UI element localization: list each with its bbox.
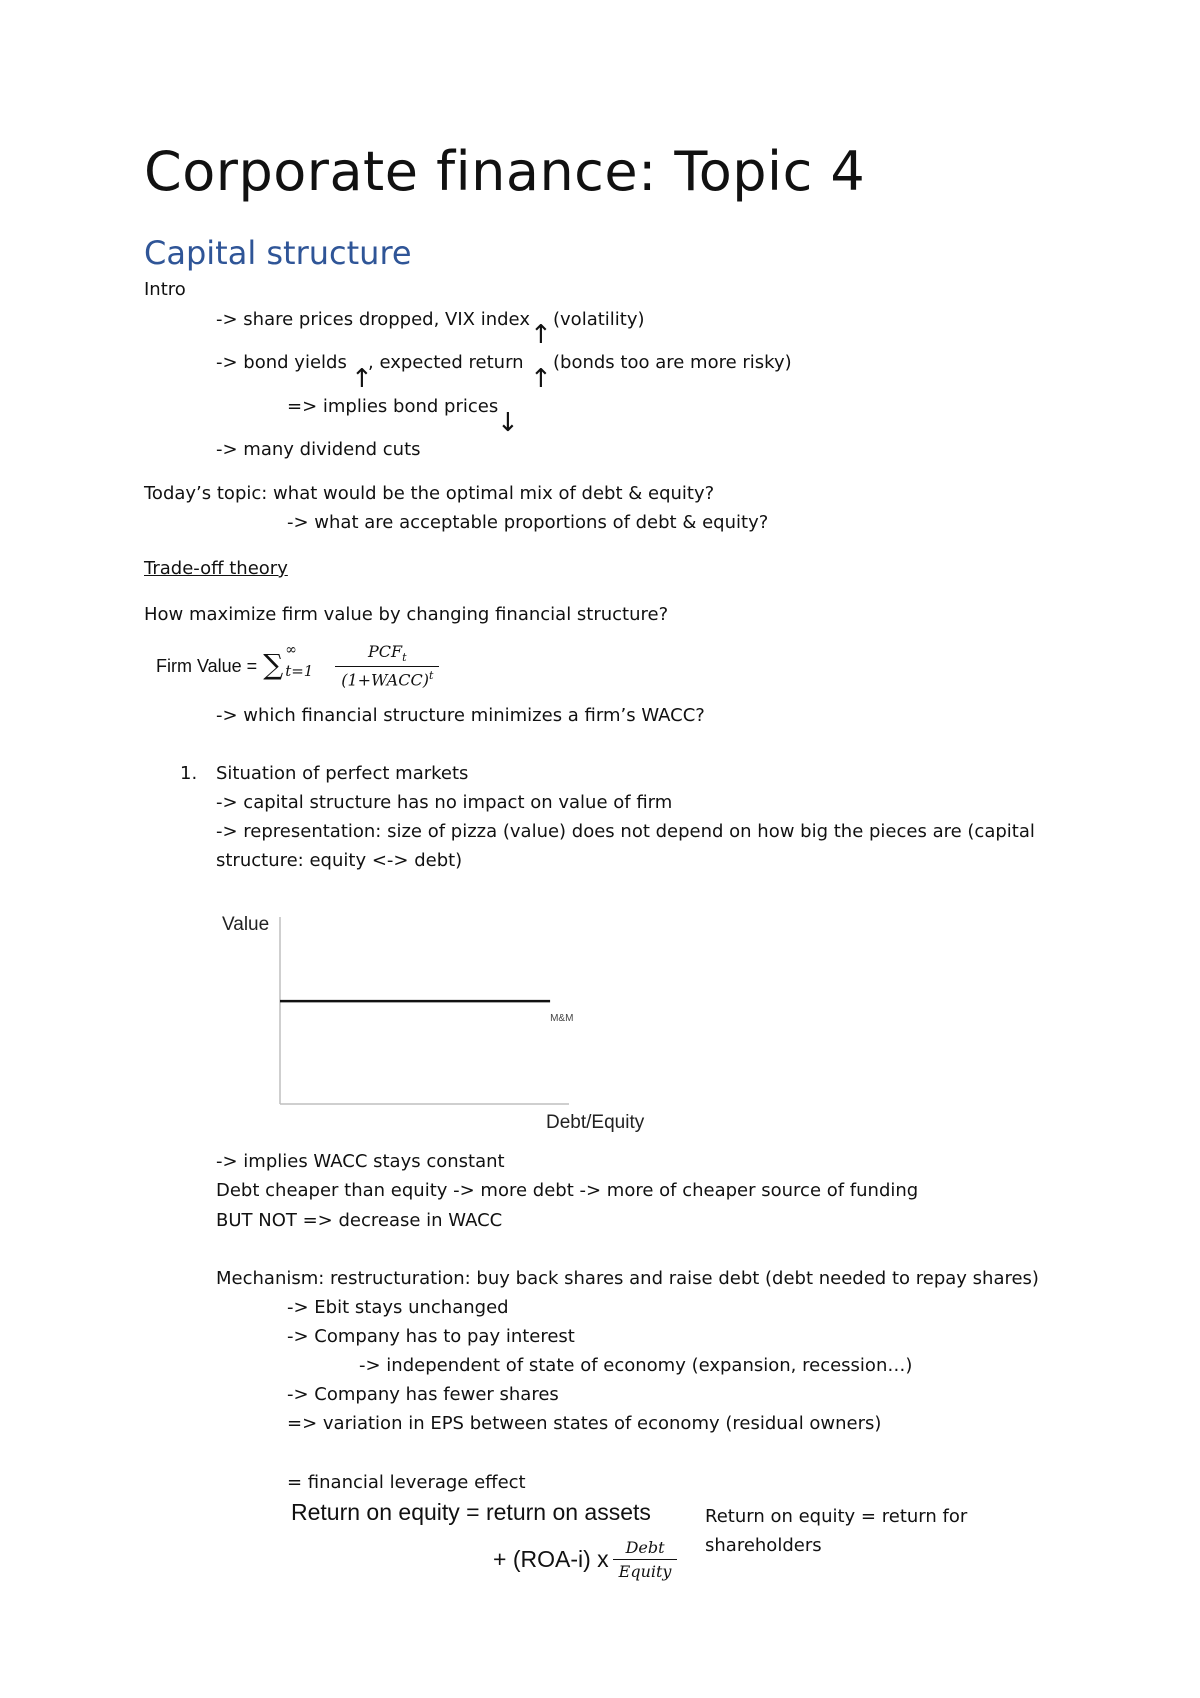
after-chart-line-2: Debt cheaper than equity -> more debt -> more of cheaper source of funding bbox=[216, 1180, 919, 1201]
series-label-mm: M&M bbox=[550, 1013, 574, 1025]
mechanism-line-6: => variation in EPS between states of economy (residual owners) bbox=[287, 1413, 882, 1434]
list-number: 1. bbox=[180, 763, 198, 784]
mm-value-chart bbox=[200, 900, 680, 1140]
fraction-debt: Debt bbox=[613, 1538, 678, 1560]
intro-line-bond-yields: -> bond yields bbox=[216, 352, 347, 373]
intro-line-bond-prices: => implies bond prices bbox=[287, 396, 499, 417]
wacc-question: -> which financial structure minimizes a firm’s WACC? bbox=[216, 705, 705, 726]
intro-line-vix: -> share prices dropped, VIX index bbox=[216, 309, 530, 330]
perfect-line-3: structure: equity <-> debt) bbox=[216, 850, 463, 871]
intro-line-bonds-tail: (bonds too are more risky) bbox=[553, 352, 792, 373]
mechanism-line-5: -> Company has fewer shares bbox=[287, 1384, 559, 1405]
today-subquestion: -> what are acceptable proportions of debt & equity? bbox=[287, 512, 769, 533]
firm-value-fraction bbox=[335, 642, 439, 690]
mechanism-line-4: -> independent of state of economy (expansion, recession…) bbox=[359, 1355, 913, 1376]
sum-subscript: t=1 bbox=[285, 662, 314, 680]
leverage-heading: = financial leverage effect bbox=[287, 1472, 526, 1493]
y-axis-label: Value bbox=[222, 914, 270, 935]
arrow-up-icon: ↑ bbox=[530, 320, 552, 350]
leverage-equation-line-2 bbox=[493, 1534, 677, 1584]
debt-equity-fraction bbox=[613, 1538, 678, 1581]
leverage-equation-line-1: Return on equity = return on assets bbox=[291, 1499, 651, 1525]
denominator-superscript: t bbox=[428, 669, 434, 683]
tradeoff-heading: Trade-off theory bbox=[144, 558, 288, 579]
perfect-line-2: -> representation: size of pizza (value) does not depend on how big the pieces are (capital bbox=[216, 821, 1035, 842]
mechanism-line-2: -> Ebit stays unchanged bbox=[287, 1297, 509, 1318]
after-chart-line-3: BUT NOT => decrease in WACC bbox=[216, 1210, 503, 1231]
after-chart-line-1: -> implies WACC stays constant bbox=[216, 1151, 505, 1172]
perfect-markets-heading: Situation of perfect markets bbox=[216, 763, 469, 784]
intro-line-expected-return: , expected return bbox=[368, 352, 524, 373]
arrow-down-icon: ↓ bbox=[497, 408, 519, 438]
mechanism-line-3: -> Company has to pay interest bbox=[287, 1326, 575, 1347]
perfect-line-1: -> capital structure has no impact on value of firm bbox=[216, 792, 673, 813]
mechanism-line-1: Mechanism: restructuration: buy back shares and raise debt (debt needed to repay shares) bbox=[216, 1268, 1039, 1289]
leverage-note-line-1: Return on equity = return for bbox=[705, 1506, 968, 1527]
firm-value-formula bbox=[156, 636, 439, 696]
sum-superscript: ∞ bbox=[285, 642, 297, 658]
roa-term: + (ROA-i) x bbox=[493, 1545, 609, 1572]
x-axis-label: Debt/Equity bbox=[546, 1112, 645, 1133]
intro-label: Intro bbox=[144, 279, 186, 300]
sum-operator bbox=[261, 642, 321, 686]
formula-lhs: Firm Value = bbox=[156, 655, 258, 676]
today-topic: Today’s topic: what would be the optimal mix of debt & equity? bbox=[144, 483, 715, 504]
arrow-up-icon: ↑ bbox=[351, 364, 373, 394]
section-heading: Capital structure bbox=[144, 234, 412, 272]
fraction-equity: Equity bbox=[618, 1561, 672, 1581]
fraction-numerator: PCF bbox=[368, 642, 403, 662]
numerator-subscript: t bbox=[402, 651, 407, 665]
arrow-up-icon: ↑ bbox=[530, 364, 552, 394]
tradeoff-question: How maximize firm value by changing financial structure? bbox=[144, 604, 669, 625]
intro-line-dividend: -> many dividend cuts bbox=[216, 439, 421, 460]
intro-line-vix-tail: (volatility) bbox=[553, 309, 645, 330]
leverage-note-line-2: shareholders bbox=[705, 1535, 822, 1556]
sum-symbol: ∑ bbox=[263, 648, 284, 681]
fraction-denominator: (1+WACC) bbox=[341, 670, 429, 690]
page-title: Corporate finance: Topic 4 bbox=[144, 140, 866, 203]
